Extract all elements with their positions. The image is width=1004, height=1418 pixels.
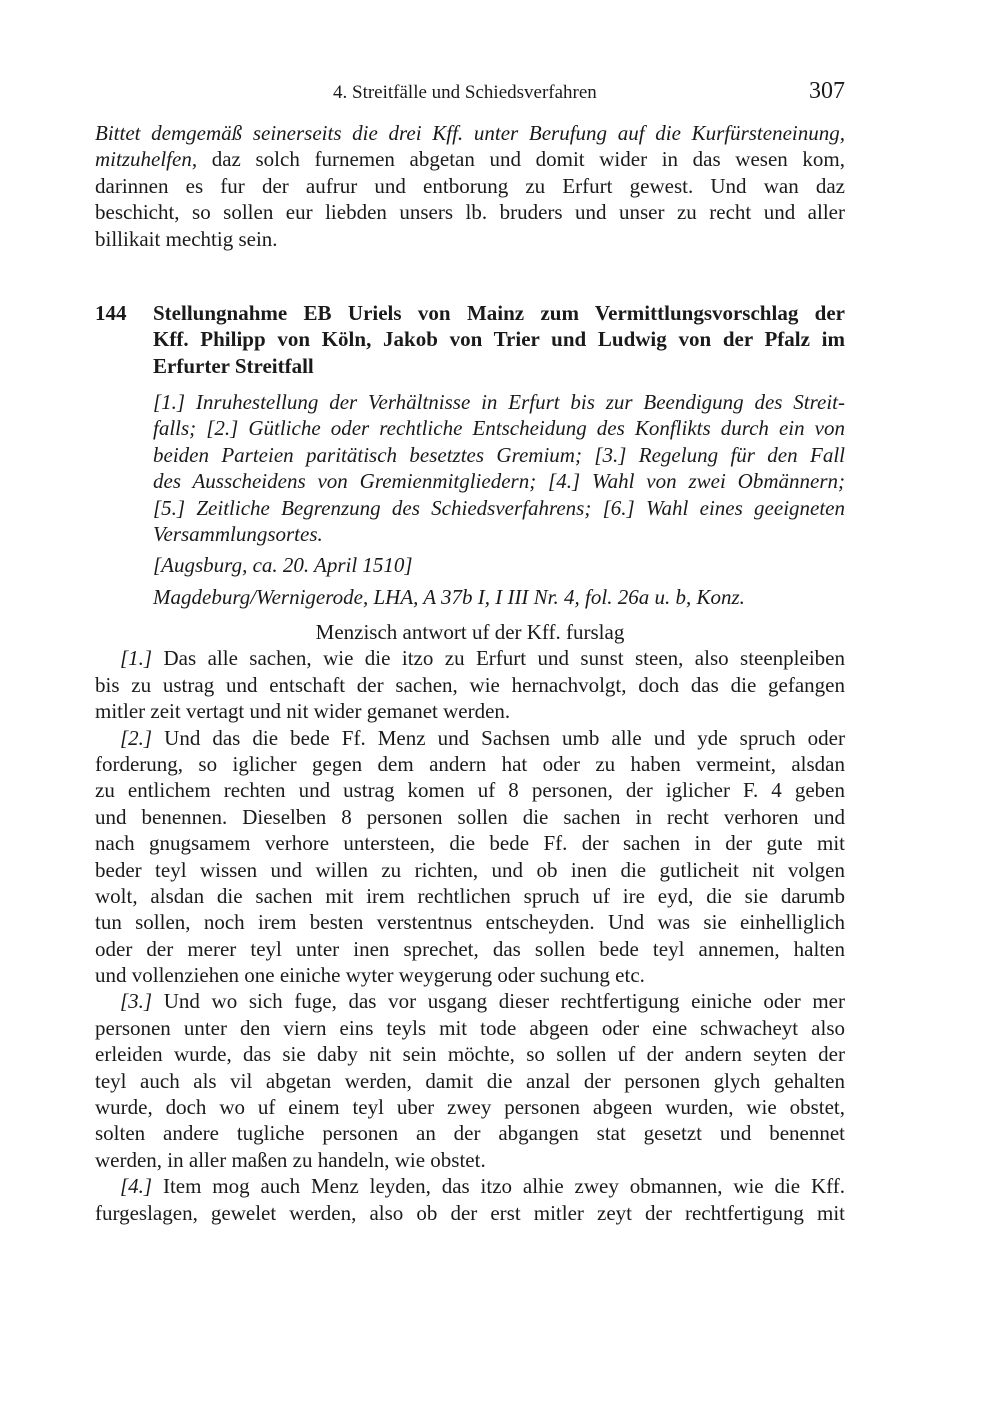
roman-text: Das alle sachen, wie die itzo zu Erfurt und sunst steen, also steenpleiben [152, 646, 845, 671]
roman-text: tun sollen, noch irem besten verstentnus entscheyden. Und was sie einhelliglich [95, 910, 845, 935]
summary-line: falls; [2.] Gütliche oder rechtliche Entscheidung des Konflikts durch ein von [153, 416, 845, 441]
roman-text: nach gnugsamem verhore untersteen, die bede Ff. der sachen in der gute mit [95, 831, 845, 856]
text-line [95, 1120, 845, 1146]
text-line [95, 1068, 845, 1094]
italic-text: [1.] [120, 646, 153, 671]
source-line [153, 584, 845, 610]
text-line [95, 1200, 845, 1226]
text-line [95, 1147, 845, 1173]
document-body [95, 619, 845, 1226]
running-title: 4. Streitfälle und Schiedsverfahren [333, 82, 597, 103]
roman-text: und benennen. Dieselben 8 personen sollen die sachen in recht verhoren und [95, 804, 845, 829]
date-line [153, 552, 845, 578]
entry-summary [153, 389, 845, 547]
heading-line: Stellungnahme EB Uriels von Mainz zum Vermittlungsvorschlag der [153, 301, 845, 325]
roman-text: billikait mechtig sein. [95, 226, 278, 251]
text-line [95, 830, 845, 856]
text-line [95, 725, 845, 751]
summary-line: [1.] Inruhestellung der Verhältnisse in Erfurt bis zur Beendigung des Streit- [153, 390, 845, 414]
roman-text: und vollenziehen one einiche wyter weygerung oder suchung etc. [95, 963, 645, 988]
text-line [95, 1015, 845, 1041]
text-line [95, 199, 845, 225]
italic-text: [2.] [120, 725, 153, 750]
roman-text: Item mog auch Menz leyden, das itzo alhie zwey obmannen, wie die Kff. [152, 1174, 845, 1199]
text-line [95, 857, 845, 883]
roman-text: personen unter den viern eins teyls mit tode abgeen oder eine schwacheyt also [95, 1015, 845, 1040]
heading-line: Erfurter Streitfall [153, 353, 314, 378]
roman-text: bis zu ustrag und entschaft der sachen, wie hernachvolgt, doch das die gefangen [95, 672, 845, 697]
roman-text: beschicht, so sollen eur liebden unsers lb. bruders und unser zu recht und aller [95, 200, 845, 225]
text-line [95, 936, 845, 962]
text-line [95, 1173, 845, 1199]
entry-number: 144 [95, 301, 127, 325]
italic-text: mitzuhelfen, [95, 147, 198, 172]
roman-text: darinnen es fur der aufrur und entborung zu Erfurt gewest. Und wan daz [95, 173, 845, 198]
roman-text: forderung, so iglicher gegen dem andern hat oder zu haben vermeint, alsdan [95, 751, 845, 776]
summary-line: beiden Parteien paritätisch besetztes Gremium; [3.] Regelung für den Fall [153, 442, 845, 467]
roman-text: Und das die bede Ff. Menz und Sachsen umb alle und yde spruch oder [152, 725, 845, 750]
roman-text: daz solch furnemen abgetan und domit wider in das wesen kom, [197, 147, 845, 172]
text-line [95, 173, 845, 199]
text-line [95, 751, 845, 777]
text-line [95, 698, 845, 724]
roman-text: solten andere tugliche personen an der abgangen stat gesetzt und benennet [95, 1121, 845, 1146]
entry-heading [153, 300, 845, 379]
roman-text: Und wo sich fuge, das vor usgang dieser rechtfertigung einiche oder mer [152, 989, 845, 1014]
body-title: Menzisch antwort uf der Kff. furslag [315, 620, 625, 644]
entry-date: [Augsburg, ca. 20. April 1510] [153, 553, 413, 577]
text-line [95, 883, 845, 909]
roman-text: werden, in aller maßen zu handeln, wie obstet. [95, 1147, 486, 1172]
heading-line: Kff. Philipp von Köln, Jakob von Trier und Ludwig von der Pfalz im [153, 327, 845, 352]
roman-text: teyl auch als vil abgetan werden, damit die anzal der personen glych gehalten [95, 1068, 845, 1093]
text-line [95, 777, 845, 803]
summary-line: Versammlungsortes. [153, 521, 323, 546]
roman-text: furgeslagen, gewelet werden, also ob der erst mitler zeyt der rechtfertigung mit [95, 1200, 845, 1225]
summary-line: [5.] Zeitliche Begrenzung des Schiedsverfahrens; [6.] Wahl eines geeigneten [153, 495, 845, 520]
page-number: 307 [809, 78, 845, 104]
text-line [95, 988, 845, 1014]
text-line [95, 226, 845, 252]
italic-text: Bittet demgemäß seinerseits die drei Kff. unter Berufung auf die Kurfürsteneinung, [95, 121, 845, 145]
italic-text: [4.] [120, 1174, 153, 1199]
intro-paragraph [95, 120, 845, 252]
text-line [95, 909, 845, 935]
text-line [95, 120, 845, 146]
text-line [95, 1094, 845, 1120]
summary-line: des Ausscheidens von Gremienmitgliedern; [4.] Wahl von zwei Obmännern; [153, 469, 845, 494]
italic-text: [3.] [120, 989, 153, 1014]
roman-text: wurde, doch wo uf einem teyl uber zwey personen abgeen wurden, wie obstet, [95, 1095, 845, 1120]
roman-text: beder teyl wissen und willen zu richten, und ob inen die gutlicheit nit volgen [95, 857, 845, 882]
roman-text: wolt, alsdan die sachen mit irem rechtlichen spruch uf ire eyd, die sie darumb [95, 883, 845, 908]
running-head [0, 80, 845, 108]
entry-source: Magdeburg/Wernigerode, LHA, A 37b I, I III Nr. 4, fol. 26a u. b, Konz. [153, 585, 745, 609]
roman-text: oder der merer teyl unter inen sprechet, das sollen bede teyl annemen, halten [95, 936, 845, 961]
text-line [95, 645, 845, 671]
roman-text: erleiden wurde, das sie daby nit sein möchte, so sollen uf der andern seyten der [95, 1042, 845, 1067]
text-line [95, 962, 845, 988]
text-line [95, 804, 845, 830]
roman-text: zu entlichem rechten und ustrag komen uf 8 personen, der iglicher F. 4 geben [95, 778, 845, 803]
text-line [95, 146, 845, 172]
roman-text: mitler zeit vertagt und nit wider gemanet werden. [95, 699, 511, 724]
text-line [95, 672, 845, 698]
text-line [95, 1041, 845, 1067]
